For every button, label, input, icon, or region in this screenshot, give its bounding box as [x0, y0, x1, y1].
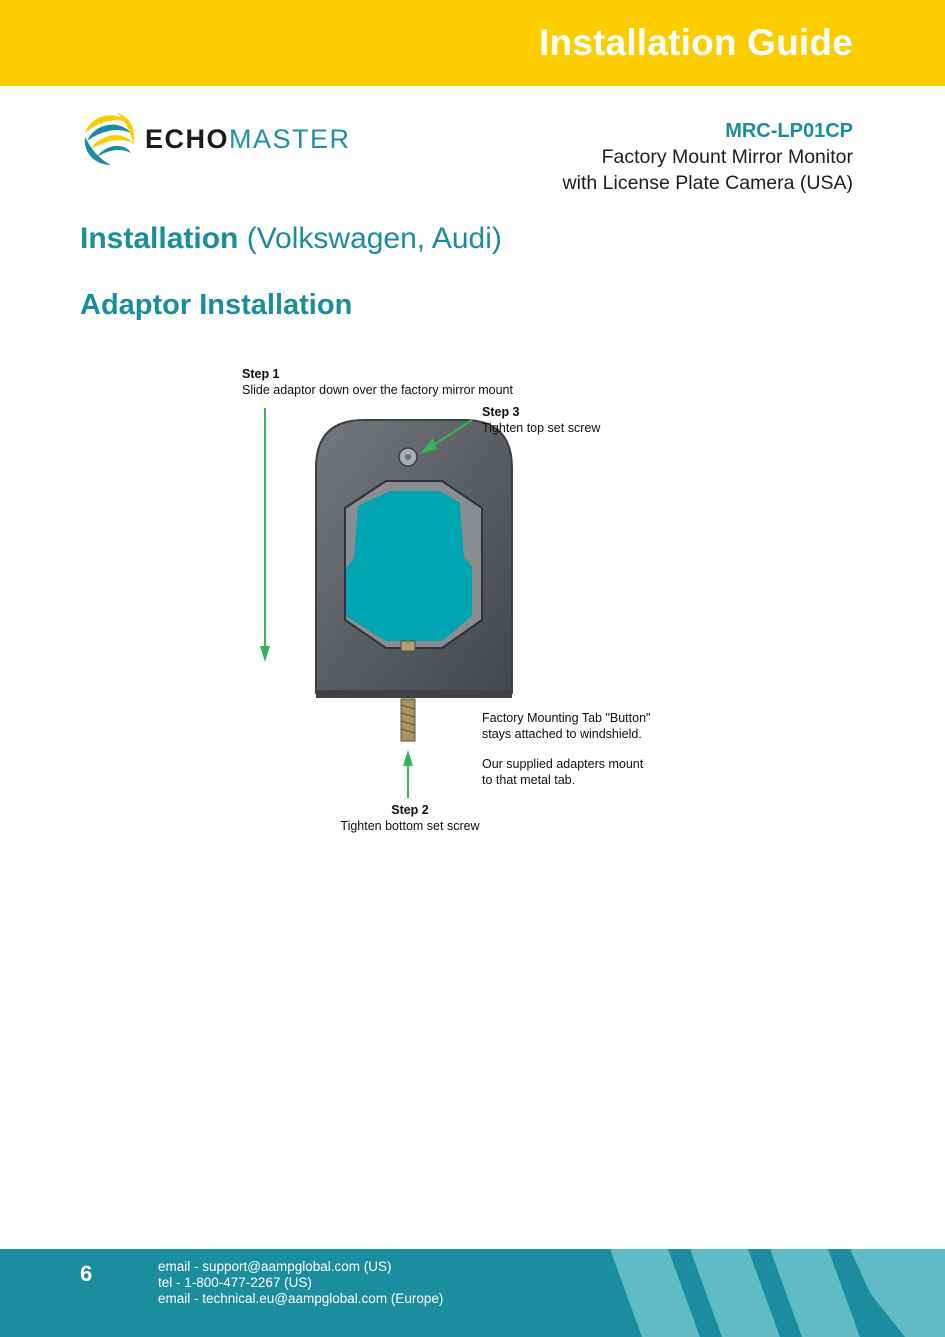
step2-text: Tighten bottom set screw	[340, 819, 480, 833]
step3-label	[482, 404, 600, 436]
product-line-1: Factory Mount Mirror Monitor	[601, 146, 853, 168]
section-title-strong: Installation	[80, 222, 239, 255]
supplied-note-line1: Our supplied adapters mount	[482, 757, 644, 771]
section-heading	[80, 222, 502, 256]
step1-label	[242, 366, 513, 398]
bottom-set-screw-icon	[401, 699, 415, 741]
step3-text: Tighten top set screw	[482, 421, 601, 435]
brand-name-echo: ECHO	[145, 124, 230, 154]
tab-note-line1: Factory Mounting Tab "Button"	[482, 711, 651, 725]
supplied-note	[482, 756, 643, 788]
tab-note	[482, 710, 650, 742]
product-info	[563, 118, 853, 196]
model-code: MRC-LP01CP	[725, 120, 853, 142]
supplied-note-line2: to that metal tab.	[482, 773, 576, 787]
step2-label	[330, 802, 490, 834]
product-line-2: with License Plate Camera (USA)	[562, 172, 853, 194]
header-band	[0, 0, 945, 86]
step2-title: Step 2	[391, 803, 429, 817]
footer-band	[0, 1249, 945, 1337]
header-title: Installation Guide	[538, 22, 853, 63]
section-title-light: (Volkswagen, Audi)	[246, 222, 502, 255]
footer-decoration-icon	[0, 1249, 945, 1337]
contact-email-eu[interactable]: email - technical.eu@aampglobal.com (Europe)	[158, 1291, 444, 1306]
brand-wordmark	[145, 124, 351, 155]
subsection-heading: Adaptor Installation	[80, 289, 353, 321]
tab-note-line2: stays attached to windshield.	[482, 727, 642, 741]
adaptor-installation-diagram	[230, 358, 670, 838]
step1-title: Step 1	[242, 367, 280, 381]
step3-title: Step 3	[482, 405, 520, 419]
page-number: 6	[80, 1261, 93, 1286]
brand-name-master: MASTER	[229, 124, 351, 154]
contact-email-us[interactable]: email - support@aampglobal.com (US)	[158, 1259, 392, 1274]
factory-mounting-tab	[346, 491, 472, 641]
contact-tel-us[interactable]: tel - 1-800-477-2267 (US)	[158, 1275, 312, 1290]
step1-text: Slide adaptor down over the factory mirror mount	[242, 383, 513, 397]
contact-info	[158, 1259, 443, 1307]
